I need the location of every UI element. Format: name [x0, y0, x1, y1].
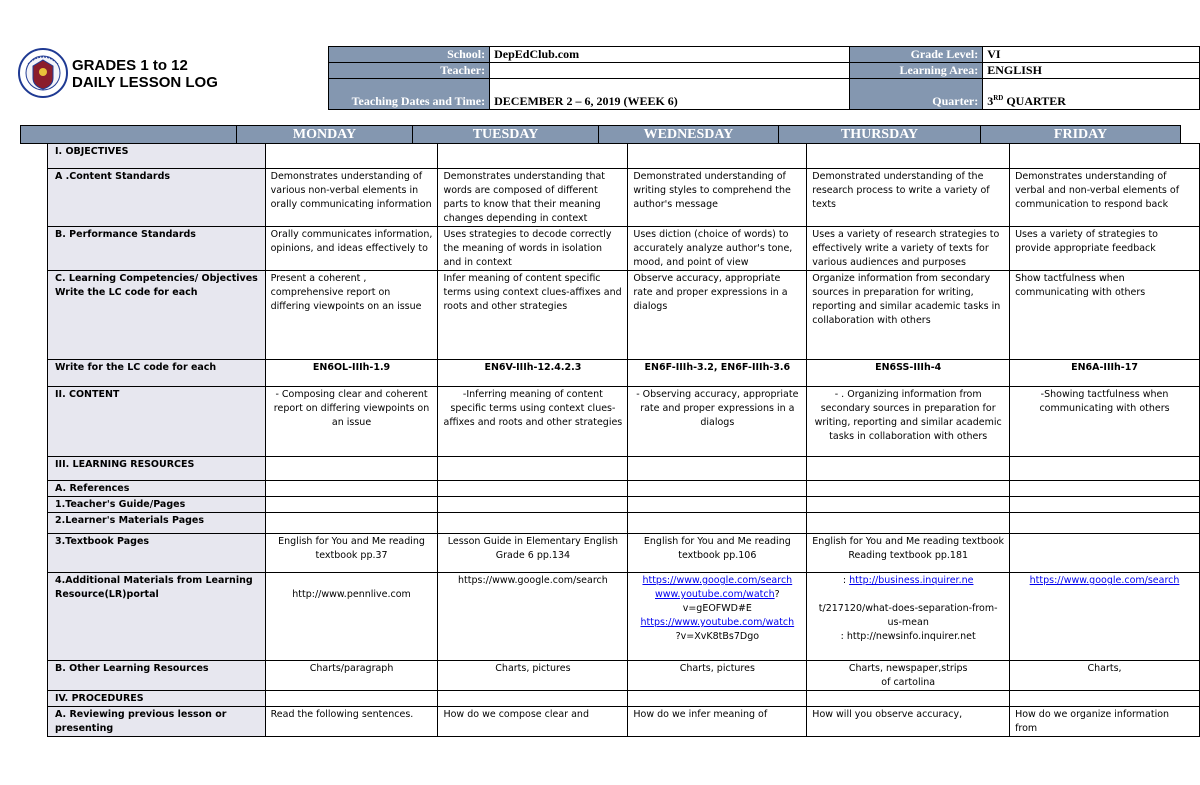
page-title — [72, 57, 218, 91]
grade-level-value: VI — [983, 47, 1200, 63]
cell-content-standards-thursday: Demonstrated understanding of the research process to write a variety of texts — [807, 169, 1010, 227]
cell-procedures-monday — [265, 691, 438, 707]
row-label-performance-standards: B. Performance Standards — [48, 227, 266, 271]
row-other-resources — [48, 661, 1200, 691]
cell-teachers-guide-wednesday — [628, 497, 807, 513]
cell-other-resources-monday: Charts/paragraph — [265, 661, 438, 691]
cell-content-friday: -Showing tactfulness when communicating with others — [1010, 387, 1200, 457]
row-procedures — [48, 691, 1200, 707]
cell-lc-code-thursday: EN6SS-IIIh-4 — [807, 360, 1010, 387]
row-learning-competencies — [48, 271, 1200, 360]
cell-content-standards-friday: Demonstrates understanding of verbal and non-verbal elements of communication to respond back — [1010, 169, 1200, 227]
link-google-search-friday[interactable]: https://www.google.com/search — [1029, 575, 1180, 586]
cell-content-standards-tuesday: Demonstrates understanding that words are composed of different parts to know that their meaning changes depending in context — [438, 169, 628, 227]
cell-textbook-pages-thursday: English for You and Me reading textbook Reading textbook pp.181 — [807, 534, 1010, 573]
cell-performance-standards-tuesday: Uses strategies to decode correctly the meaning of words in isolation and in context — [438, 227, 628, 271]
row-references — [48, 481, 1200, 497]
cell-content-standards-monday: Demonstrates understanding of various non-verbal elements in orally communicating information — [265, 169, 438, 227]
day-header-blank — [21, 126, 237, 144]
row-label-references: A. References — [48, 481, 266, 497]
row-learners-materials — [48, 513, 1200, 534]
link-google-search[interactable]: https://www.google.com/search — [642, 575, 793, 586]
cell-references-monday — [265, 481, 438, 497]
row-lc-code — [48, 360, 1200, 387]
row-performance-standards — [48, 227, 1200, 271]
day-header-monday: MONDAY — [237, 126, 413, 144]
cell-additional-materials-wednesday — [628, 573, 807, 661]
cell-references-thursday — [807, 481, 1010, 497]
link-business-inquirer[interactable]: http://business.inquirer.ne — [849, 575, 974, 586]
lesson-log-table — [47, 143, 1200, 737]
row-label-content: II. CONTENT — [48, 387, 266, 457]
title-line-1: GRADES 1 to 12 — [72, 57, 188, 74]
deped-seal-logo — [18, 44, 68, 102]
row-label-other-resources: B. Other Learning Resources — [48, 661, 266, 691]
cell-learners-materials-monday — [265, 513, 438, 534]
row-objectives — [48, 144, 1200, 169]
quarter-value — [983, 79, 1200, 110]
cell-content-thursday: - . Organizing information from secondary sources in preparation for writing, reporting and similar academic tasks in collaboration with others — [807, 387, 1010, 457]
cell-learning-competencies-wednesday: Observe accuracy, appropriate rate and proper expressions in a dialogs — [628, 271, 807, 360]
link-youtube-watch-2[interactable]: https://www.youtube.com/watch — [640, 617, 795, 628]
day-header-friday: FRIDAY — [981, 126, 1181, 144]
teacher-value — [490, 63, 850, 79]
cell-other-resources-tuesday: Charts, pictures — [438, 661, 628, 691]
link-query-mark: ? — [774, 589, 780, 600]
teaching-dates-value: DECEMBER 2 – 6, 2019 (WEEK 6) — [490, 79, 850, 110]
cell-additional-materials-thursday — [807, 573, 1010, 661]
cell-learning-resources-thursday — [807, 457, 1010, 481]
link-newsinfo-inquirer: : http://newsinfo.inquirer.net — [840, 631, 976, 642]
cell-textbook-pages-tuesday: Lesson Guide in Elementary English Grade 6 pp.134 — [438, 534, 628, 573]
day-header-wednesday: WEDNESDAY — [599, 126, 779, 144]
cell-lc-code-wednesday: EN6F-IIIh-3.2, EN6F-IIIh-3.6 — [628, 360, 807, 387]
learning-area-label: Learning Area: — [849, 63, 982, 79]
cell-learning-competencies-monday: Present a coherent , comprehensive report on differing viewpoints on an issue — [265, 271, 438, 360]
quarter-number: 3 — [987, 94, 994, 108]
weekday-header-row — [20, 125, 1181, 144]
cell-additional-materials-friday — [1010, 573, 1200, 661]
cell-content-wednesday: - Observing accuracy, appropriate rate and proper expressions in a dialogs — [628, 387, 807, 457]
cell-references-wednesday — [628, 481, 807, 497]
cell-procedures-thursday — [807, 691, 1010, 707]
cell-content-monday: - Composing clear and coherent report on differing viewpoints on an issue — [265, 387, 438, 457]
cell-learning-resources-wednesday — [628, 457, 807, 481]
link-query-1: v=gEOFWD#E — [682, 603, 752, 614]
row-label-learners-materials: 2.Learner's Materials Pages — [48, 513, 266, 534]
cell-learners-materials-wednesday — [628, 513, 807, 534]
row-additional-materials — [48, 573, 1200, 661]
row-reviewing-lesson — [48, 707, 1200, 737]
row-content-standards — [48, 169, 1200, 227]
cell-objectives-friday — [1010, 144, 1200, 169]
cell-learning-resources-friday — [1010, 457, 1200, 481]
cell-learners-materials-tuesday — [438, 513, 628, 534]
cell-reviewing-lesson-tuesday: How do we compose clear and — [438, 707, 628, 737]
lesson-info-header — [328, 46, 1200, 110]
cell-procedures-friday — [1010, 691, 1200, 707]
cell-performance-standards-friday: Uses a variety of strategies to provide appropriate feedback — [1010, 227, 1200, 271]
cell-performance-standards-monday: Orally communicates information, opinions, and ideas effectively to — [265, 227, 438, 271]
link-query-2: ?v=XvK8tBs7Dgo — [675, 631, 760, 642]
cell-lc-code-friday: EN6A-IIIh-17 — [1010, 360, 1200, 387]
quarter-text: QUARTER — [1003, 94, 1066, 108]
cell-learners-materials-friday — [1010, 513, 1200, 534]
cell-references-friday — [1010, 481, 1200, 497]
quarter-suffix: RD — [993, 94, 1004, 102]
cell-performance-standards-thursday: Uses a variety of research strategies to effectively write a variety of texts for various audiences and purposes — [807, 227, 1010, 271]
cell-learners-materials-thursday — [807, 513, 1010, 534]
row-content — [48, 387, 1200, 457]
cell-learning-resources-tuesday — [438, 457, 628, 481]
school-label: School: — [329, 47, 490, 63]
cell-content-tuesday: -Inferring meaning of content specific terms using context clues-affixes and roots and other strategies — [438, 387, 628, 457]
link-prefix-colon: : — [842, 575, 850, 586]
cell-other-resources-wednesday: Charts, pictures — [628, 661, 807, 691]
day-header-tuesday: TUESDAY — [413, 126, 599, 144]
cell-procedures-wednesday — [628, 691, 807, 707]
row-label-learning-competencies: C. Learning Competencies/ Objectives Write the LC code for each — [48, 271, 266, 360]
cell-textbook-pages-wednesday: English for You and Me reading textbook pp.106 — [628, 534, 807, 573]
cell-lc-code-tuesday: EN6V-IIIh-12.4.2.3 — [438, 360, 628, 387]
row-label-textbook-pages: 3.Textbook Pages — [48, 534, 266, 573]
learning-area-value: ENGLISH — [983, 63, 1200, 79]
cell-reviewing-lesson-monday: Read the following sentences. — [265, 707, 438, 737]
cell-additional-materials-tuesday: https://www.google.com/search — [438, 573, 628, 661]
quarter-label: Quarter: — [849, 79, 982, 110]
row-label-content-standards: A .Content Standards — [48, 169, 266, 227]
cell-teachers-guide-tuesday — [438, 497, 628, 513]
cell-teachers-guide-thursday — [807, 497, 1010, 513]
cell-reviewing-lesson-wednesday: How do we infer meaning of — [628, 707, 807, 737]
link-inquirer-article: t/217120/what-does-separation-from-us-mean — [818, 603, 998, 628]
row-label-reviewing-lesson: A. Reviewing previous lesson or presenting — [48, 707, 266, 737]
row-textbook-pages — [48, 534, 1200, 573]
teaching-dates-label: Teaching Dates and Time: — [329, 79, 490, 110]
row-label-procedures: IV. PROCEDURES — [48, 691, 266, 707]
cell-procedures-tuesday — [438, 691, 628, 707]
row-label-lc-code: Write for the LC code for each — [48, 360, 266, 387]
cell-teachers-guide-monday — [265, 497, 438, 513]
cell-references-tuesday — [438, 481, 628, 497]
cell-other-resources-friday: Charts, — [1010, 661, 1200, 691]
row-label-teachers-guide: 1.Teacher's Guide/Pages — [48, 497, 266, 513]
cell-textbook-pages-monday: English for You and Me reading textbook pp.37 — [265, 534, 438, 573]
row-learning-resources — [48, 457, 1200, 481]
cell-objectives-wednesday — [628, 144, 807, 169]
cell-additional-materials-monday: http://www.pennlive.com — [265, 573, 438, 661]
cell-reviewing-lesson-friday: How do we organize information from — [1010, 707, 1200, 737]
cell-reviewing-lesson-thursday: How will you observe accuracy, — [807, 707, 1010, 737]
link-youtube-watch-1[interactable]: www.youtube.com/watch — [655, 589, 775, 600]
title-line-2: DAILY LESSON LOG — [72, 74, 218, 91]
row-label-additional-materials: 4.Additional Materials from Learning Resource(LR)portal — [48, 573, 266, 661]
cell-content-standards-wednesday: Demonstrated understanding of writing styles to comprehend the author's message — [628, 169, 807, 227]
row-label-objectives: I. OBJECTIVES — [48, 144, 266, 169]
teacher-label: Teacher: — [329, 63, 490, 79]
cell-learning-competencies-thursday: Organize information from secondary sources in preparation for writing, reporting and similar academic tasks in collaboration with others — [807, 271, 1010, 360]
cell-learning-competencies-friday: Show tactfulness when communicating with others — [1010, 271, 1200, 360]
cell-teachers-guide-friday — [1010, 497, 1200, 513]
cell-objectives-monday — [265, 144, 438, 169]
school-value: DepEdClub.com — [490, 47, 850, 63]
cell-other-resources-thursday: Charts, newspaper,strips of cartolina — [807, 661, 1010, 691]
cell-objectives-tuesday — [438, 144, 628, 169]
cell-lc-code-monday: EN6OL-IIIh-1.9 — [265, 360, 438, 387]
cell-objectives-thursday — [807, 144, 1010, 169]
row-teachers-guide — [48, 497, 1200, 513]
day-header-thursday: THURSDAY — [779, 126, 981, 144]
cell-learning-resources-monday — [265, 457, 438, 481]
grade-level-label: Grade Level: — [849, 47, 982, 63]
cell-learning-competencies-tuesday: Infer meaning of content specific terms using context clues-affixes and roots and other strategies — [438, 271, 628, 360]
row-label-learning-resources: III. LEARNING RESOURCES — [48, 457, 266, 481]
cell-performance-standards-wednesday: Uses diction (choice of words) to accurately analyze author's tone, mood, and point of view — [628, 227, 807, 271]
cell-textbook-pages-friday — [1010, 534, 1200, 573]
